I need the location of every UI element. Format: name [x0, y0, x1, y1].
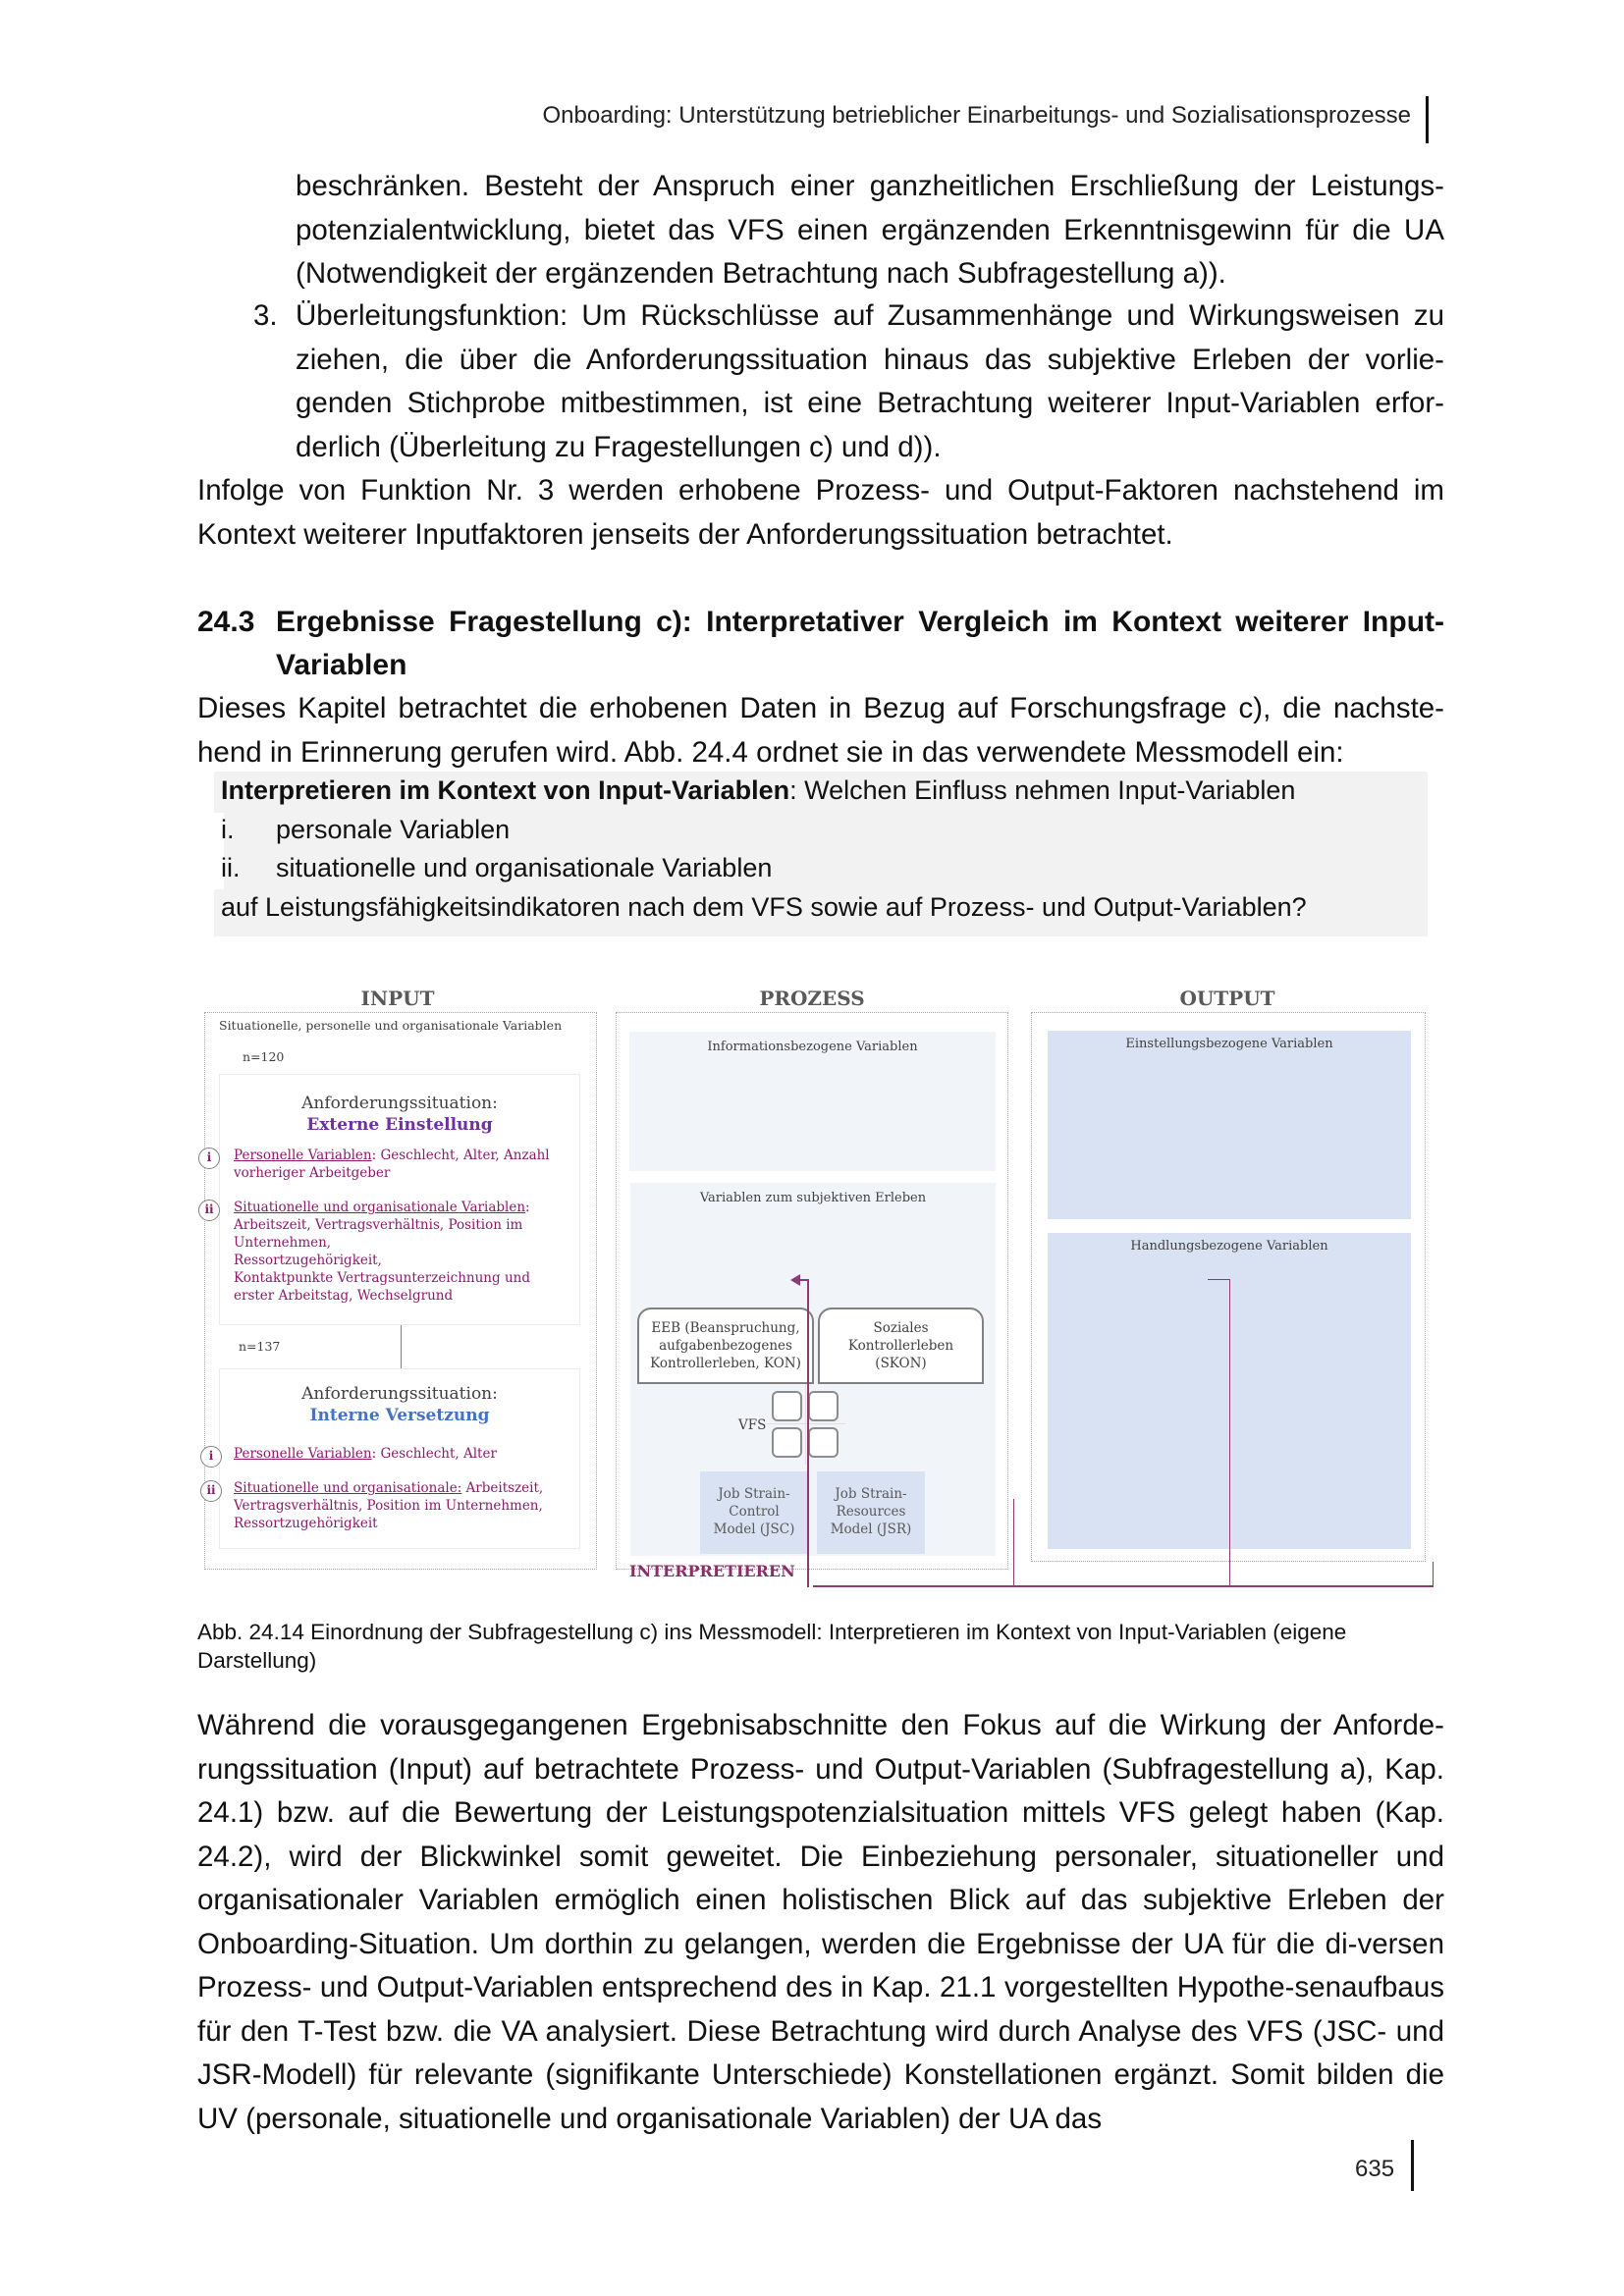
internal-heading-label: Anforderungssituation: [301, 1384, 498, 1404]
jsc-model-box [700, 1471, 808, 1554]
interpret-line-process-stub [1208, 1279, 1230, 1280]
question-item [217, 811, 1428, 850]
jsr-line: Resources [836, 1504, 906, 1520]
interpret-line-bottom [813, 1585, 1434, 1587]
var-line: erster Arbeitstag, Wechselgrund [234, 1288, 454, 1304]
external-situational-variables [234, 1199, 577, 1305]
vfs-quadrant-icon [772, 1427, 802, 1458]
output-column [1031, 1012, 1426, 1562]
header-rule [1426, 96, 1429, 143]
vfs-axis-v [805, 1384, 806, 1465]
item-text: personale Variablen [276, 814, 511, 844]
item-number: i. [221, 814, 235, 844]
list-text: Überleitungsfunktion: Um Rückschlüsse auf Zusammenhänge und Wirkungsweisen zu ziehen, die über die Anforderungssituation hinaus das subjektive Erleben der vorlie-genden Stichprobe mitbestimmen, ist eine Betrachtung weiterer Input-Variablen erfor-derlich (Überleitung zu Fragestellungen c) und d)). [296, 299, 1444, 463]
question-closing [217, 888, 1428, 928]
var-label: Personelle Variablen [234, 1446, 372, 1462]
paragraph-infolge: Infolge von Funktion Nr. 3 werden erhobene Prozess- und Output-Faktoren nachstehend im Kontext weiterer Inputfaktoren jenseits der Anforderungssituation betrachtet. [197, 474, 1444, 551]
var-line: Unternehmen, [234, 1235, 332, 1251]
eeb-box [637, 1308, 814, 1384]
var-line: Ressortzugehörigkeit [234, 1516, 378, 1531]
group-connector [401, 1325, 402, 1368]
external-subheading: Externe Einstellung [306, 1115, 493, 1135]
var-line: Ressortzugehörigkeit, [234, 1253, 382, 1268]
list-item-2-continuation: beschränken. Besteht der Anspruch einer ganzheitlichen Erschließung der Leistungs-potenzialentwicklung, bietet das VFS einen ergänzenden Erkenntnisgewinn für die UA (Notwendigkeit der ergänzenden Betrachtung nach Subfragestellung a)). [296, 170, 1444, 290]
arrow-left-icon [790, 1274, 800, 1286]
var-label: Situationelle und organisationale: [234, 1480, 462, 1496]
marker-i-icon: i [198, 1148, 220, 1169]
subjective-experience-label: Variablen zum subjektiven Erleben [699, 1191, 927, 1205]
jsc-line: Control [729, 1504, 780, 1520]
item-text: situationelle und organisationale Variablen [276, 853, 773, 882]
internal-heading [220, 1383, 579, 1426]
interpret-line-left [807, 1279, 809, 1587]
eeb-line: Kontrollerleben, KON) [650, 1356, 801, 1371]
figure-caption: Abb. 24.14 Einordnung der Subfragestellung c) ins Messmodell: Interpretieren im Kontext von Input-Variablen (eigene Darstellung) [197, 1620, 1347, 1673]
attitude-variables-label: Einstellungsbezogene Variablen [1125, 1037, 1333, 1051]
input-column [204, 1012, 597, 1570]
var-label: Situationelle und organisationale Variablen [234, 1200, 526, 1215]
internal-personal-variables [234, 1445, 577, 1463]
eeb-line: aufgabenbezogenes [659, 1338, 792, 1354]
marker-ii-icon: ii [198, 1200, 220, 1221]
item-number: ii. [221, 853, 241, 882]
measurement-model-diagram [201, 977, 1448, 1605]
eeb-line: EEB (Beanspruchung, [651, 1320, 800, 1336]
marker-ii-icon: ii [200, 1480, 222, 1502]
marker-i-icon: i [200, 1446, 222, 1468]
external-personal-variables [234, 1147, 577, 1182]
info-variables-panel [629, 1032, 996, 1171]
question-lead-rest: : Welchen Einfluss nehmen Input-Variablen [789, 775, 1296, 805]
output-title: OUTPUT [1179, 987, 1275, 1010]
jsr-line: Job Strain- [835, 1486, 907, 1502]
interpret-line-process [1229, 1279, 1230, 1587]
interpret-line-output [1433, 1562, 1434, 1587]
research-question-box [214, 772, 1428, 936]
list-number: 3. [253, 299, 278, 332]
var-text: : Geschlecht, Alter, Anzahl vorheriger Arbeitgeber [234, 1148, 550, 1181]
jsc-line: Model (JSC) [713, 1522, 795, 1537]
jsr-model-box [817, 1471, 925, 1554]
list-item-3 [197, 294, 1444, 469]
skon-line: Soziales [873, 1320, 929, 1336]
section-title: Ergebnisse Fragestellung c): Interpretativer Vergleich im Kontext weiterer Input-Variablen [276, 606, 1444, 681]
n-external: n=120 [243, 1049, 285, 1064]
external-heading-label: Anforderungssituation: [301, 1094, 498, 1113]
section-heading [197, 601, 1444, 687]
var-line: Arbeitszeit, [461, 1480, 544, 1496]
var-line: : Arbeitszeit, Vertragsverhältnis, Position im [234, 1200, 530, 1233]
process-title: PROZESS [759, 987, 865, 1010]
question-lead [217, 772, 1428, 811]
vfs-quadrant-icon [772, 1391, 802, 1421]
question-item [217, 849, 1428, 888]
var-text: : Geschlecht, Alter [371, 1446, 497, 1462]
var-line: Kontaktpunkte Vertragsunterzeichnung und [234, 1270, 530, 1286]
footer-rule [1411, 2140, 1414, 2191]
info-variables-label: Informationsbezogene Variablen [707, 1040, 918, 1054]
interpret-line-vfs [1013, 1499, 1014, 1587]
attitude-variables-panel [1048, 1031, 1411, 1219]
input-title: INPUT [360, 987, 435, 1010]
question-bold-lead: Interpretieren im Kontext von Input-Variablen [221, 775, 790, 805]
var-line: Vertragsverhältnis, Position im Unternehmen, [234, 1498, 543, 1514]
running-header: Onboarding: Unterstützung betrieblicher Einarbeitungs- und Sozialisationsprozesse [542, 102, 1411, 129]
interpret-label: INTERPRETIEREN [629, 1562, 795, 1580]
question-closing-text: auf Leistungsfähigkeitsindikatoren nach dem VFS sowie auf Prozess- und Output-Variablen? [221, 891, 1307, 922]
internal-situational-variables [234, 1479, 577, 1532]
paragraph-main: Während die vorausgegangenen Ergebnisabschnitte den Fokus auf die Wirkung der Anforde-rungssituation (Input) auf betrachtete Prozess- und Output-Variablen (Subfragestellung a), Kap. 24.1) bzw. auf die Bewertung der Leistungspotenzialsituation mittels VFS gelegt haben (Kap. 24.2), wird der Blickwinkel somit geweitet. Die Einbeziehung personaler, situationeller und organisationaler Variablen ermöglich einen holistischen Blick auf das subjektive Erleben der Onboarding-Situation. Um dorthin zu gelangen, werden die Ergebnisse der UA für die di-versen Prozess- und Output-Variablen entsprechend des in Kap. 21.1 vorgestellten Hypothe-senaufbaus für den T-Test bzw. die VA analysiert. Diese Betrachtung wird durch Analyse des VFS (JSC- und JSR-Modell) für relevante (signifikante Unterschiede) Konstellationen ergänzt. Somit bilden die UV (personale, situationelle und organisationale Variablen) der UA das [197, 1709, 1444, 2135]
process-column [616, 1012, 1008, 1570]
section-number: 24.3 [197, 606, 255, 638]
skon-line: Kontrollerleben [847, 1338, 954, 1354]
vfs-label: VFS [738, 1417, 767, 1433]
jsr-line: Model (JSR) [830, 1522, 912, 1537]
internal-subheading: Interne Versetzung [309, 1406, 490, 1425]
skon-line: (SKON) [875, 1356, 927, 1371]
vfs-quadrant-icon [808, 1427, 839, 1458]
input-subtitle: Situationelle, personelle und organisationale Variablen [219, 1018, 563, 1033]
jsc-line: Job Strain- [718, 1486, 790, 1502]
skon-box [818, 1308, 984, 1384]
external-heading [220, 1093, 579, 1136]
vfs-axis-h [767, 1423, 845, 1424]
var-label: Personelle Variablen [234, 1148, 372, 1163]
n-internal: n=137 [239, 1339, 281, 1354]
vfs-quadrant-icon [808, 1391, 839, 1421]
page-number: 635 [1355, 2156, 1395, 2182]
action-variables-label: Handlungsbezogene Variablen [1130, 1239, 1328, 1254]
paragraph-intro: Dieses Kapitel betrachtet die erhobenen Daten in Bezug auf Forschungsfrage c), die nachste-hend in Erinnerung gerufen wird. Abb. 24.4 ordnet sie in das verwendete Messmodell ein: [197, 692, 1444, 769]
